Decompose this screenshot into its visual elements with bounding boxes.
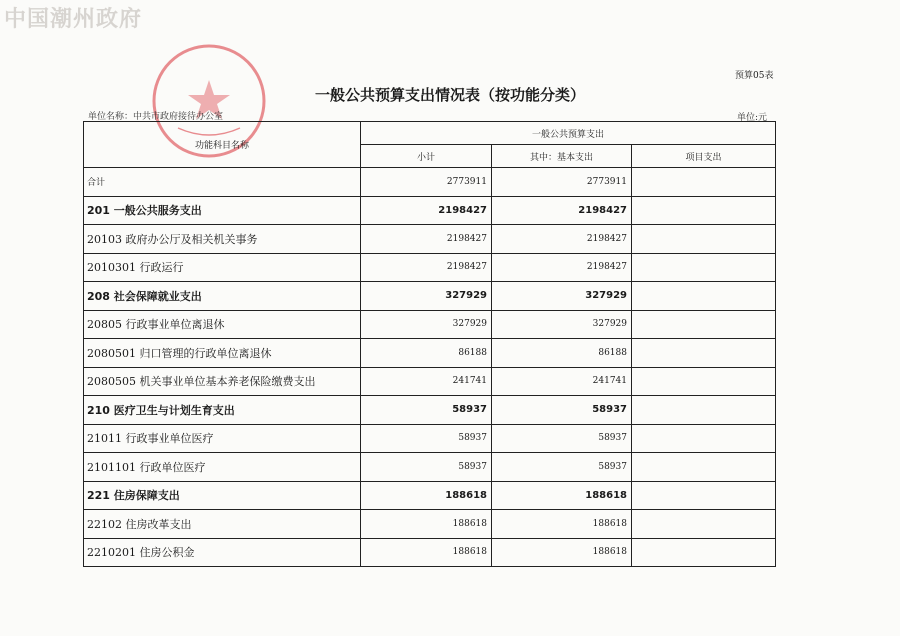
row-subtotal: 58937 xyxy=(361,424,492,453)
row-subtotal: 2198427 xyxy=(361,253,492,282)
row-basic: 327929 xyxy=(492,282,632,311)
row-project xyxy=(632,481,776,510)
budget-table xyxy=(83,121,776,567)
table-row xyxy=(84,481,776,510)
row-label: 221 住房保障支出 xyxy=(84,481,361,510)
row-subtotal: 58937 xyxy=(361,453,492,482)
table-row xyxy=(84,253,776,282)
row-label: 208 社会保障就业支出 xyxy=(84,282,361,311)
row-basic: 58937 xyxy=(492,424,632,453)
table-row xyxy=(84,310,776,339)
row-label: 2210201 住房公积金 xyxy=(84,538,361,567)
row-basic: 188618 xyxy=(492,510,632,539)
table-row xyxy=(84,282,776,311)
table-row xyxy=(84,196,776,225)
row-project xyxy=(632,453,776,482)
row-basic: 188618 xyxy=(492,481,632,510)
row-subtotal: 188618 xyxy=(361,481,492,510)
row-basic: 2198427 xyxy=(492,196,632,225)
form-number: 预算05表 xyxy=(735,71,774,81)
row-label: 21011 行政事业单位医疗 xyxy=(84,424,361,453)
row-subtotal: 2773911 xyxy=(361,168,492,197)
row-project xyxy=(632,367,776,396)
row-project xyxy=(632,253,776,282)
row-project xyxy=(632,310,776,339)
row-subtotal: 188618 xyxy=(361,538,492,567)
row-project xyxy=(632,225,776,254)
row-project xyxy=(632,196,776,225)
row-project xyxy=(632,538,776,567)
row-basic: 58937 xyxy=(492,396,632,425)
unit-name: 单位名称：中共市政府接待办公室 xyxy=(88,112,224,122)
row-basic: 2198427 xyxy=(492,253,632,282)
watermark-logo: 中国潮州政府 xyxy=(4,6,143,32)
row-subtotal: 2198427 xyxy=(361,225,492,254)
table-row xyxy=(84,225,776,254)
table-row xyxy=(84,453,776,482)
row-project xyxy=(632,168,776,197)
header-subtotal: 小计 xyxy=(361,145,492,168)
row-subtotal: 327929 xyxy=(361,310,492,339)
row-label: 2010301 行政运行 xyxy=(84,253,361,282)
table-row xyxy=(84,367,776,396)
row-basic: 241741 xyxy=(492,367,632,396)
row-basic: 327929 xyxy=(492,310,632,339)
currency-unit: 单位:元 xyxy=(737,113,768,123)
row-subtotal: 2198427 xyxy=(361,196,492,225)
header-group: 一般公共预算支出 xyxy=(361,122,776,145)
row-label: 201 一般公共服务支出 xyxy=(84,196,361,225)
row-label: 2080505 机关事业单位基本养老保险缴费支出 xyxy=(84,367,361,396)
row-project xyxy=(632,396,776,425)
row-subtotal: 188618 xyxy=(361,510,492,539)
row-basic: 86188 xyxy=(492,339,632,368)
table-row xyxy=(84,510,776,539)
row-project xyxy=(632,339,776,368)
table-row xyxy=(84,168,776,197)
row-basic: 2198427 xyxy=(492,225,632,254)
table-row xyxy=(84,396,776,425)
table-row xyxy=(84,339,776,368)
row-label: 2101101 行政单位医疗 xyxy=(84,453,361,482)
row-subtotal: 327929 xyxy=(361,282,492,311)
row-project xyxy=(632,282,776,311)
row-basic: 58937 xyxy=(492,453,632,482)
row-label: 20103 政府办公厅及相关机关事务 xyxy=(84,225,361,254)
header-basic: 其中：基本支出 xyxy=(492,145,632,168)
row-project xyxy=(632,424,776,453)
table-row xyxy=(84,538,776,567)
row-project xyxy=(632,510,776,539)
table-body xyxy=(84,168,776,567)
row-label: 20805 行政事业单位离退休 xyxy=(84,310,361,339)
row-label: 210 医疗卫生与计划生育支出 xyxy=(84,396,361,425)
row-label: 22102 住房改革支出 xyxy=(84,510,361,539)
row-label: 2080501 归口管理的行政单位离退休 xyxy=(84,339,361,368)
header-project: 项目支出 xyxy=(632,145,776,168)
row-subtotal: 58937 xyxy=(361,396,492,425)
row-label: 合计 xyxy=(84,168,361,197)
row-basic: 188618 xyxy=(492,538,632,567)
header-subject: 功能科目名称 xyxy=(84,122,361,168)
row-subtotal: 241741 xyxy=(361,367,492,396)
table-row xyxy=(84,424,776,453)
row-subtotal: 86188 xyxy=(361,339,492,368)
row-basic: 2773911 xyxy=(492,168,632,197)
page-title: 一般公共预算支出情况表（按功能分类） xyxy=(314,86,585,104)
